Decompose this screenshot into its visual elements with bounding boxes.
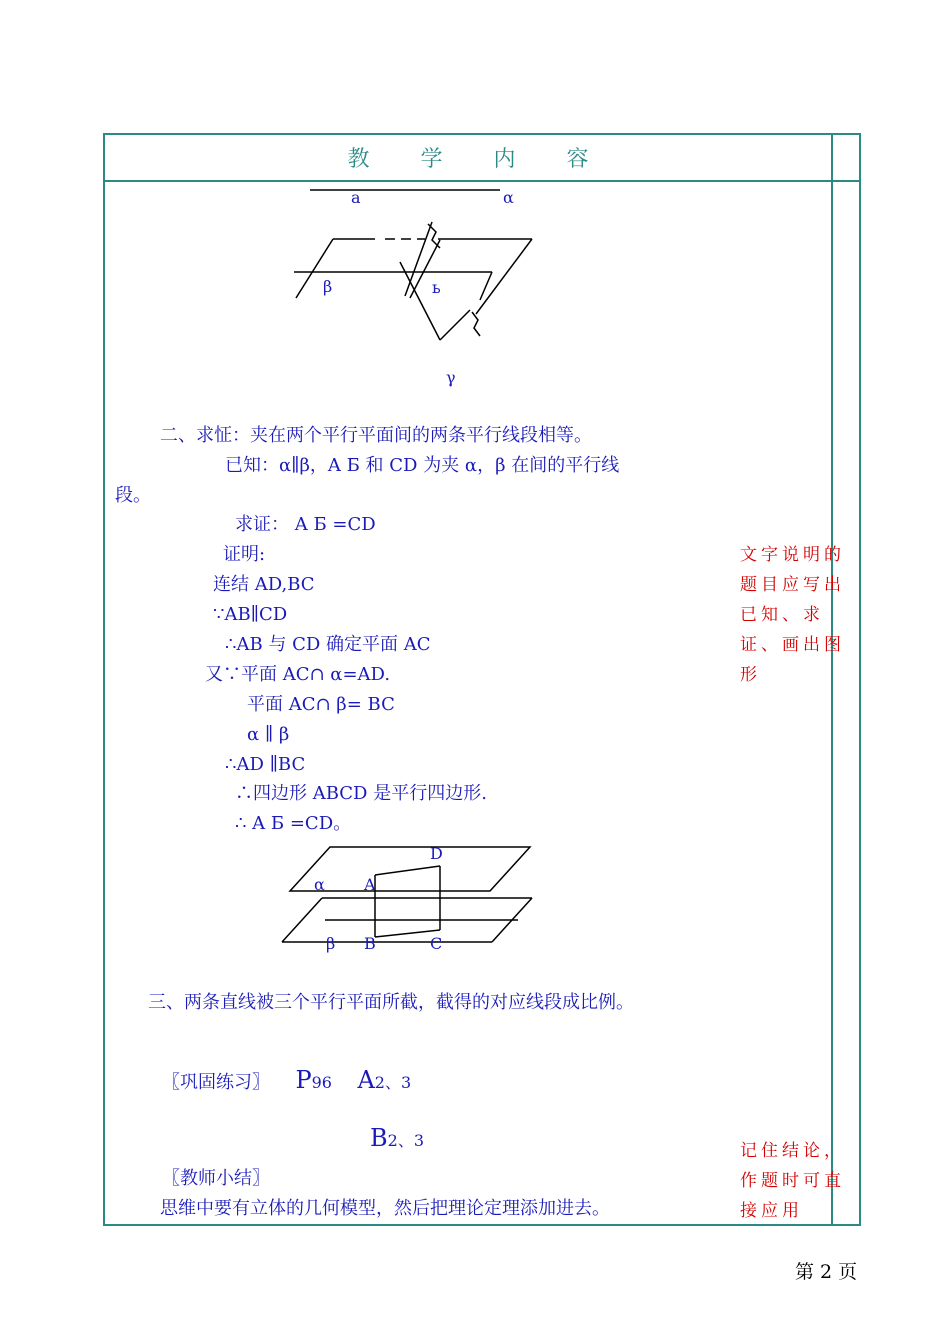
label-beta-2: β: [326, 934, 336, 953]
label-D: D: [430, 844, 443, 863]
proof-label: 证明:: [223, 544, 266, 565]
prove-line: 求证： A Б =CD: [235, 514, 376, 535]
given-line: 已知：α∥β，A Б 和 CD 为夹 α，β 在间的平行线: [225, 455, 620, 476]
exercise-a-num: 2、3: [374, 1073, 412, 1092]
exercise-b: B: [370, 1124, 388, 1152]
given-line-cont: 段。: [115, 485, 151, 506]
note-written-problem: 文字说明的题目应写出已知、求证、画出图形: [740, 545, 845, 685]
label-C: C: [430, 934, 443, 953]
exercise-a: A: [357, 1066, 375, 1094]
label-gamma: γ: [446, 368, 456, 387]
label-alpha: α: [503, 188, 514, 207]
theorem-3: 三、两条直线被三个平行平面所截，截得的对应线段成比例。: [148, 992, 634, 1013]
label-B: B: [364, 934, 376, 953]
plane-beta-left: [282, 898, 322, 942]
proof-step-3: ∴AB 与 CD 确定平面 AC: [225, 634, 431, 655]
proof-step-5: 平面 AC∩ β= BC: [247, 694, 395, 715]
segment-AD: [375, 866, 440, 875]
page-number: 第 2 页: [795, 1261, 858, 1283]
label-alpha-2: α: [314, 875, 325, 894]
note-remember: 记住结论，作题时可直接应用: [740, 1141, 845, 1221]
label-A: A: [364, 875, 376, 894]
label-b: ь: [432, 278, 441, 297]
proof-step-8: ∴四边形 ABCD 是平行四边形.: [235, 783, 487, 804]
exercise-b-num: 2、3: [387, 1131, 425, 1150]
proof-step-4: 又∵平面 AC∩ α=AD.: [205, 664, 391, 685]
proof-step-1: 连结 AD,BC: [213, 574, 315, 595]
exercise-b-line: [370, 1124, 424, 1153]
table-header: 教 学 内 容: [347, 147, 611, 172]
exercise-p-num: 96: [311, 1073, 332, 1092]
summary-label: 〖教师小结〗: [162, 1168, 270, 1189]
exercise-line: [162, 1066, 411, 1095]
proof-step-7: ∴AD ∥BC: [225, 754, 306, 775]
label-beta: β: [323, 277, 333, 296]
theorem-statement: 二、求怔：夹在两个平行平面间的两条平行线段相等。: [160, 425, 592, 446]
proof-step-9: ∴ A Б =CD。: [235, 813, 352, 834]
exercise-label: 〖巩固练习〗: [162, 1072, 270, 1093]
proof-step-6: α ∥ β: [247, 724, 290, 745]
proof-step-2: ∵AB∥CD: [213, 604, 288, 625]
plane-alpha: [290, 847, 530, 891]
summary-text: 思维中要有立体的几何模型，然后把理论定理添加进去。: [160, 1198, 610, 1219]
label-a: a: [351, 188, 361, 207]
exercise-p: P: [295, 1066, 312, 1094]
